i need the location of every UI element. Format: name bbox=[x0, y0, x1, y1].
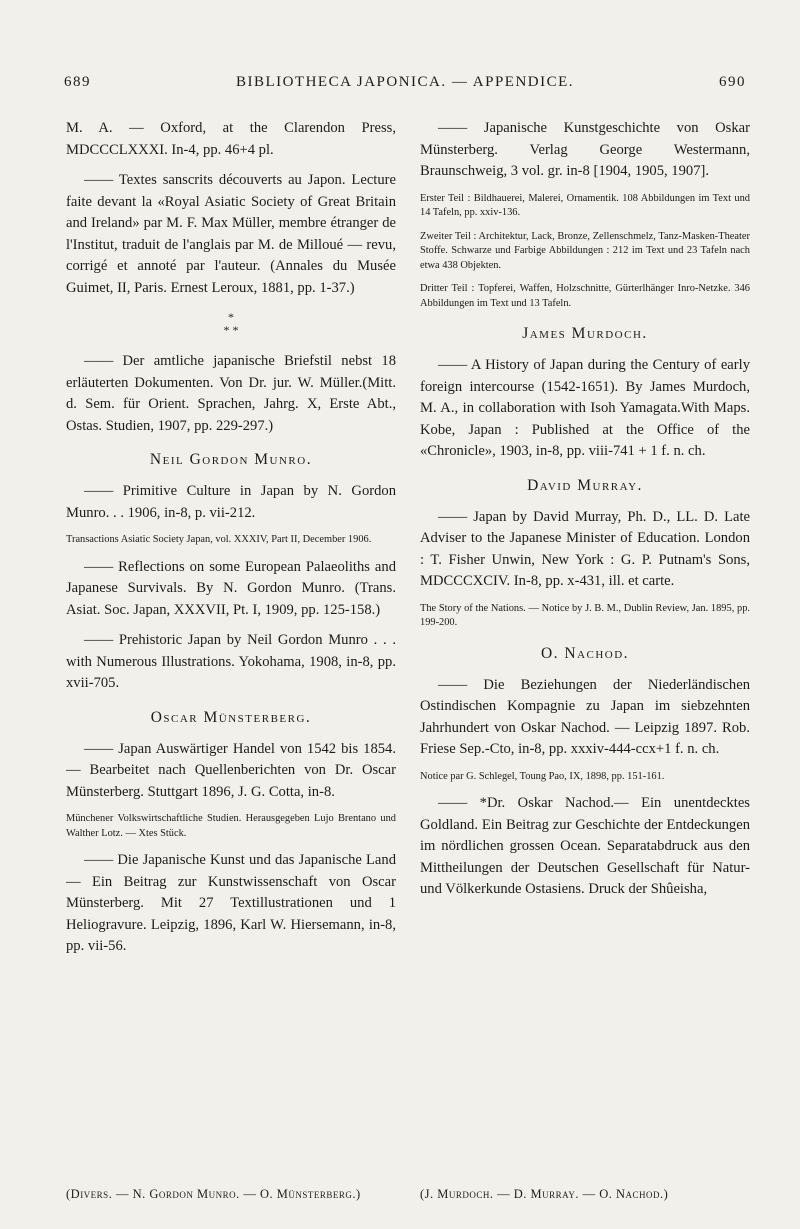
author-heading: Neil Gordon Munro. bbox=[149, 451, 313, 468]
entry-text: —— Prehistoric Japan by Neil Gordon Munro . . . with Numerous Illustrations. Yokohama, 1908, in-8, pp. xvii-705. bbox=[66, 632, 396, 691]
entry-text: —— Textes sanscrits découverts au Japon. Lecture faite devant la «Royal Asiatic Society of Great Britain and Ireland» par M. F. Max Müller, membre étranger de l'Institut, traduit de l'anglais par M. de Milloué — revu, corrigé et annoté par l'auteur. (Annales du Musée Guimet, II, Paris. Ernest Leroux, 1881, pp. 1-37.) bbox=[66, 172, 396, 296]
footer-right: (J. Murdoch. — D. Murray. — O. Nachod.) bbox=[420, 1187, 669, 1201]
footer-left: (Divers. — N. Gordon Munro. — O. Münsterberg.) bbox=[66, 1187, 361, 1201]
author-heading: David Murray. bbox=[527, 476, 643, 494]
entry-text: —— Japan Auswärtiger Handel von 1542 bis 1854. — Bearbeitet nach Quellenberichten von Dr. Oscar Münsterberg. Stuttgart 1896, J. G. Cotta, in-8. bbox=[66, 740, 396, 800]
page-header bbox=[64, 74, 746, 100]
author-heading: Oscar Münsterberg. bbox=[150, 708, 312, 726]
page-number-left: 689 bbox=[64, 74, 91, 90]
left-column bbox=[66, 118, 396, 958]
entry-note: Dritter Teil : Topferei, Waffen, Holzschnitte, Gürterlhänger Inro-Netzke. 346 Abbildungen im Text und 13 Tafeln. bbox=[420, 283, 750, 309]
entry-text: —— Reflections on some European Palaeoliths and Japanese Survivals. By N. Gordon Munro. (Trans. Asiat. Soc. Japan, XXXVII, Pt. I, 1909, pp. 125-158.) bbox=[66, 558, 396, 618]
author-heading: O. Nachod. bbox=[540, 644, 630, 662]
right-column bbox=[420, 118, 750, 901]
entry-note: Transactions Asiatic Society Japan, vol. XXXIV, Part II, December 1906. bbox=[66, 534, 372, 545]
author-heading: James Murdoch. bbox=[522, 325, 648, 342]
entry-note: Erster Teil : Bildhauerei, Malerei, Ornamentik. 108 Abbildungen im Text und 14 Tafeln, pp. xxiv-136. bbox=[420, 192, 750, 218]
entry-text: —— Primitive Culture in Japan by N. Gordon Munro. . . 1906, in-8, p. vii-212. bbox=[66, 483, 396, 521]
entry-note: Münchener Volkswirtschaftliche Studien. Herausgegeben Lujo Brentano und Walther Lotz. — Xtes Stück. bbox=[66, 813, 396, 839]
section-separator: * * * bbox=[223, 310, 239, 337]
entry-text: —— Die Beziehungen der Niederländischen Ostindischen Kompagnie zu Japan im siebzehnten Jahrhundert von Oskar Nachod. — Leipzig 1897. Rob. Friese Sep.-Cto, in-8, pp. xxxiv-444-ccx+1 f. n. ch. bbox=[420, 676, 750, 757]
entry-note: Zweiter Teil : Architektur, Lack, Bronze, Zellenschmelz, Tanz-Masken-Theater Stoffe. Schwarze und Farbige Abbildungen : 212 im Text und 23 Tafeln nach etwa 438 Objekten. bbox=[420, 230, 750, 271]
entry-text: —— Japan by David Murray, Ph. D., LL. D. Late Adviser to the Japanese Minister of Education. London : T. Fisher Unwin, New York : G. P. Putnam's Sons, MDCCCXCIV. In-8, pp. x-431, ill. et carte. bbox=[420, 508, 750, 589]
entry-text: —— A History of Japan during the Century of early foreign intercourse (1542-1651). By James Murdoch, M. A., in collaboration with Isoh Yamagata.With Maps. Kobe, Japan : Published at the Office of the «Chronicle», 1903, in-8, pp. viii-741 + 1 f. n. ch. bbox=[420, 357, 750, 459]
entry-text: —— Japanische Kunstgeschichte von Oskar Münsterberg. Verlag George Westermann, Braunschweig, 3 vol. gr. in-8 [1904, 1905, 1907]. bbox=[420, 120, 750, 179]
entry-text: —— Die Japanische Kunst und das Japanische Land — Ein Beitrag zur Kunstwissenschaft von Oscar Münsterberg. Mit 27 Textillustrationen und 1 Heliogravure. Leipzig, 1896, Karl W. Hiersemann, in-8, pp. vii-56. bbox=[66, 852, 396, 954]
entry-text: —— Der amtliche japanische Briefstil nebst 18 erläuterten Dokumenten. Von Dr. jur. W. Müller.(Mitt. d. Sem. für Orient. Sprachen, Jahrg. X, Erste Abt., Ostas. Studien, 1907, pp. 229-297.) bbox=[66, 353, 396, 434]
entry-text: —— *Dr. Oskar Nachod.— Ein unentdecktes Goldland. Ein Beitrag zur Geschichte der Entdeckungen im nördlichen grossen Ocean. Separatabdruck aus den Mittheilungen der Deutschen Gesellschaft für Natur- und Völkerkunde Ostasiens. Druck der Shûeisha, bbox=[420, 795, 750, 897]
entry-text: M. A. — Oxford, at the Clarendon Press, MDCCCLXXXI. In-4, pp. 46+4 pl. bbox=[66, 120, 396, 158]
page-number-right: 690 bbox=[719, 74, 746, 90]
entry-note: The Story of the Nations. — Notice by J. B. M., Dublin Review, Jan. 1895, pp. 199-200. bbox=[420, 602, 750, 628]
entry-note: Notice par G. Schlegel, Toung Pao, IX, 1898, pp. 151-161. bbox=[420, 770, 665, 782]
running-title: BIBLIOTHECA JAPONICA. — APPENDICE. bbox=[235, 74, 575, 90]
